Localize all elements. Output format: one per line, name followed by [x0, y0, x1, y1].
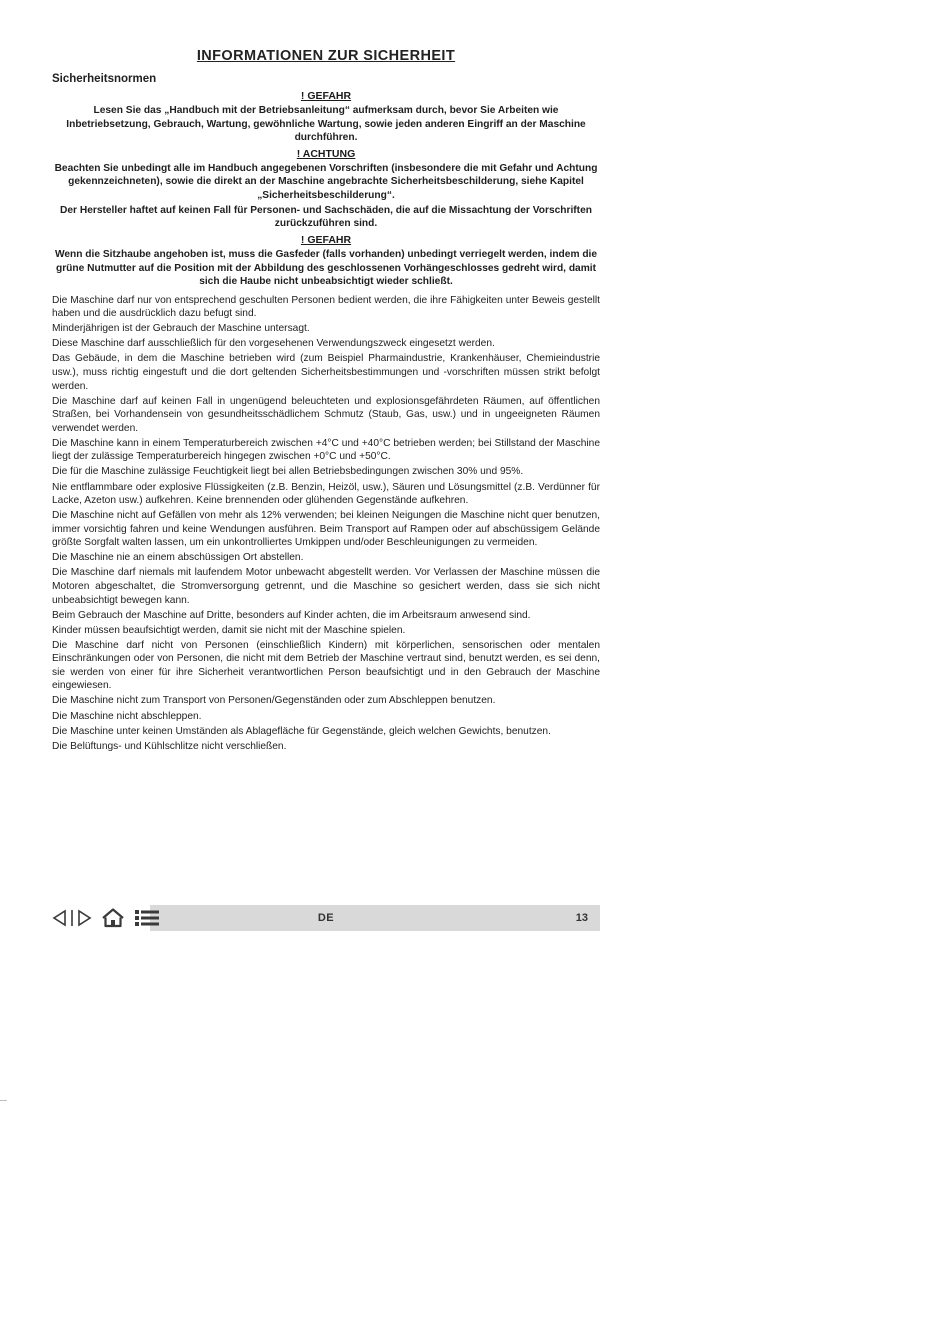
danger-notice-body-2: Wenn die Sitzhaube angehoben ist, muss die Gasfeder (falls vorhanden) unbedingt verriegelt werden, indem die grüne Nutmutter auf die Position mit der Abbildung des geschlossenen Vorhängeschlosses gedreht wird, damit sich die Haube nicht unbeabsichtigt wieder schließt. — [54, 249, 598, 288]
safety-paragraph: Die Maschine nie an einem abschüssigen Ort abstellen. — [52, 552, 304, 564]
danger-notice-heading-2: ! GEFAHR — [300, 234, 352, 246]
safety-paragraph: Beim Gebrauch der Maschine auf Dritte, besonders auf Kinder achten, die im Arbeitsraum anwesend sind. — [52, 609, 531, 621]
page-content — [52, 48, 600, 755]
safety-paragraph: Die Maschine nicht auf Gefällen von mehr als 12% verwenden; bei kleinen Neigungen die Maschine nicht quer benutzen, immer vorsichtig fahren und keine Wendungen ausführen. Beim Transport auf Rampen oder auf abschüssigem Gelände größte Sorgfalt walten lassen, um ein unkontrolliertes Umkippen und/oder Beschleunigungen zu vermeiden. — [52, 510, 600, 549]
footer-page-number: 13 — [575, 912, 588, 924]
danger-notice-body-1: Lesen Sie das „Handbuch mit der Betriebsanleitung“ aufmerksam durch, bevor Sie Arbeiten wie Inbetriebsetzung, Gebrauch, Wartung, gewöhnliche Wartung, sowie jeden anderen Eingriff an der Maschine durchführen. — [66, 105, 586, 144]
page-title: INFORMATIONEN ZUR SICHERHEIT — [196, 48, 456, 64]
safety-paragraph: Die Maschine darf niemals mit laufendem Motor unbewacht abgestellt werden. Vor Verlassen der Maschine müssen die Motoren abgeschaltet, die Stromversorgung getrennt, und die Maschine so gesichert werden, dass sie sich nicht unbeabsichtigt bewegen kann. — [52, 567, 600, 606]
section-title: Sicherheitsnormen — [52, 73, 157, 85]
warning-notice-heading-1: ! ACHTUNG — [296, 147, 356, 160]
safety-paragraph: Die Maschine darf nur von entsprechend geschulten Personen bedient werden, die ihre Fähigkeiten unter Beweis gestellt haben und die ausdrücklich dazu befugt sind. — [52, 294, 600, 320]
safety-paragraph: Die Maschine darf auf keinen Fall in ungenügend beleuchteten und explosionsgefährdeten Räumen, auf öffentlichen Straßen, bei Vorhandensein von gesundheitsschädlichem Schmutz (Staub, Gas, usw.) und in ungeeigneten Räumen verwendet werden. — [52, 395, 600, 434]
safety-paragraph: Die Belüftungs- und Kühlschlitze nicht verschließen. — [52, 740, 287, 752]
safety-paragraph: Diese Maschine darf ausschließlich für den vorgesehenen Verwendungszweck eingesetzt werden. — [52, 338, 495, 350]
safety-paragraph: Die Maschine kann in einem Temperaturbereich zwischen +4°C und +40°C betrieben werden; bei Stillstand der Maschine liegt der zulässige Temperaturbereich hingegen zwischen +0°C und +50°C. — [52, 437, 600, 463]
warning-notice-body-2: Der Hersteller haftet auf keinen Fall für Personen- und Sachschäden, die auf die Missachtung der Vorschriften zurückzuführen sind. — [60, 204, 592, 230]
safety-paragraph: Kinder müssen beaufsichtigt werden, damit sie nicht mit der Maschine spielen. — [52, 624, 406, 636]
safety-paragraph: Die für die Maschine zulässige Feuchtigkeit liegt bei allen Betriebsbedingungen zwischen 30% und 95%. — [52, 466, 524, 478]
page-footer — [52, 905, 600, 931]
safety-rules-list — [52, 294, 600, 754]
scan-edge-mark — [0, 1100, 7, 1101]
safety-paragraph: Das Gebäude, in dem die Maschine betrieben wird (zum Beispiel Pharmaindustrie, Krankenhäuser, Chemieindustrie usw.), muss richtig eingestuft und die dort geltenden Sicherheitsbestimmungen und -vorschriften müssen strikt befolgt werden. — [52, 353, 600, 392]
safety-paragraph: Die Maschine unter keinen Umständen als Ablagefläche für Gegenstände, gleich welchen Gewichts, benutzen. — [52, 725, 551, 737]
safety-paragraph: Minderjährigen ist der Gebrauch der Maschine untersagt. — [52, 323, 310, 335]
safety-paragraph: Die Maschine darf nicht von Personen (einschließlich Kindern) mit körperlichen, sensorischen oder mentalen Einschränkungen oder von Personen, die nicht mit dem Betrieb der Maschine vertraut sind, benutzt werden, es sei denn, sie werden von einer für ihre Sicherheit verantwortlichen Person beaufsichtigt und in den Gebrauch der Maschine eingewiesen. — [52, 639, 600, 692]
warning-notice-body-1: Beachten Sie unbedingt alle im Handbuch angegebenen Vorschriften (insbesondere die mit Gefahr und Achtung gekennzeichneten), sowie die direkt an der Maschine angebrachte Sicherheitsbeschilderung, siehe Kapitel „Sicherheitsbeschilderung“. — [54, 162, 598, 201]
safety-paragraph: Die Maschine nicht zum Transport von Personen/Gegenständen oder zum Abschleppen benutzen. — [52, 695, 496, 707]
safety-paragraph: Nie entflammbare oder explosive Flüssigkeiten (z.B. Benzin, Heizöl, usw.), Säuren und Lösungsmittel (z.B. Verdünner für Lacke, Azeton usw.) aufkehren. Keine brennenden oder glühenden Gegenstände aufkehren. — [52, 481, 600, 507]
danger-notice-heading-1: ! GEFAHR — [300, 90, 352, 102]
safety-paragraph: Die Maschine nicht abschleppen. — [52, 710, 202, 722]
footer-language: DE — [317, 912, 335, 924]
